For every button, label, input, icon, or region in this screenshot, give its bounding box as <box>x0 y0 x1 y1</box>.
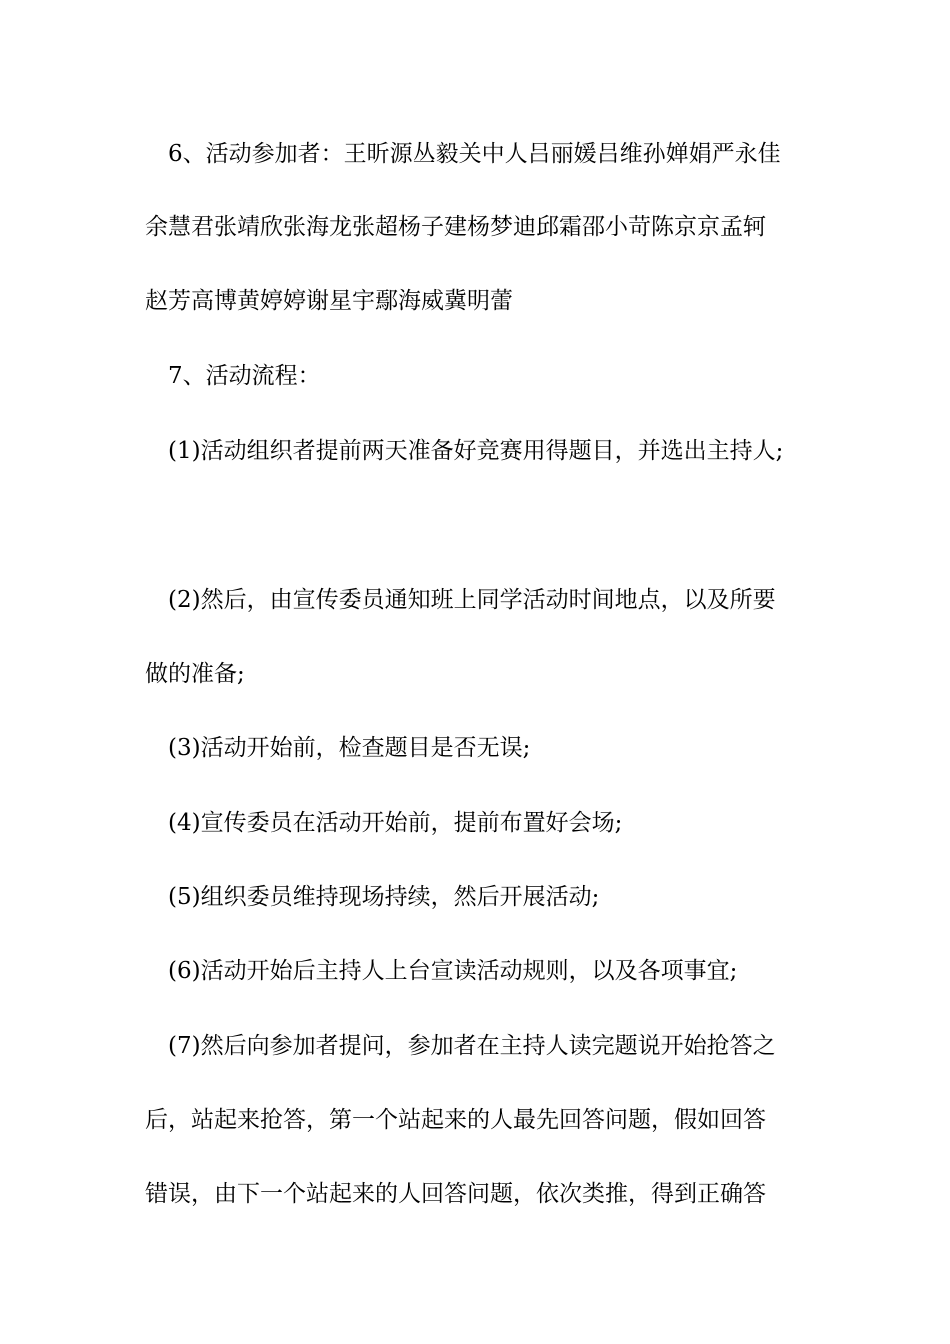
participants-line-3: 赵芳高博黄婷婷谢星宇鄢海威冀明蕾 <box>145 288 513 314</box>
participants-line-1: 6、活动参加者：王昕源丛毅关中人吕丽媛吕维孙婵娟严永佳 <box>168 141 781 167</box>
process-heading: 7、活动流程： <box>168 363 321 389</box>
process-step-1: (1)活动组织者提前两天准备好竞赛用得题目，并选出主持人; <box>168 438 784 464</box>
participants-line-2: 余慧君张靖欣张海龙张超杨子建杨梦迪邱霜邵小苛陈京京孟轲 <box>145 214 766 240</box>
process-step-5: (5)组织委员维持现场持续，然后开展活动; <box>168 884 600 910</box>
process-step-6: (6)活动开始后主持人上台宣读活动规则，以及各项事宜; <box>168 958 738 984</box>
process-step-2-line-2: 做的准备; <box>145 661 245 687</box>
process-step-4: (4)宣传委员在活动开始前，提前布置好会场; <box>168 810 623 836</box>
process-step-2-line-1: (2)然后，由宣传委员通知班上同学活动时间地点，以及所要 <box>168 587 776 613</box>
process-step-3: (3)活动开始前，检查题目是否无误; <box>168 735 531 761</box>
process-step-7-line-2: 后，站起来抢答，第一个站起来的人最先回答问题，假如回答 <box>145 1107 766 1133</box>
process-step-7-line-1: (7)然后向参加者提问，参加者在主持人读完题说开始抢答之 <box>168 1033 776 1059</box>
process-step-7-line-3: 错误，由下一个站起来的人回答问题，依次类推，得到正确答 <box>145 1181 766 1207</box>
